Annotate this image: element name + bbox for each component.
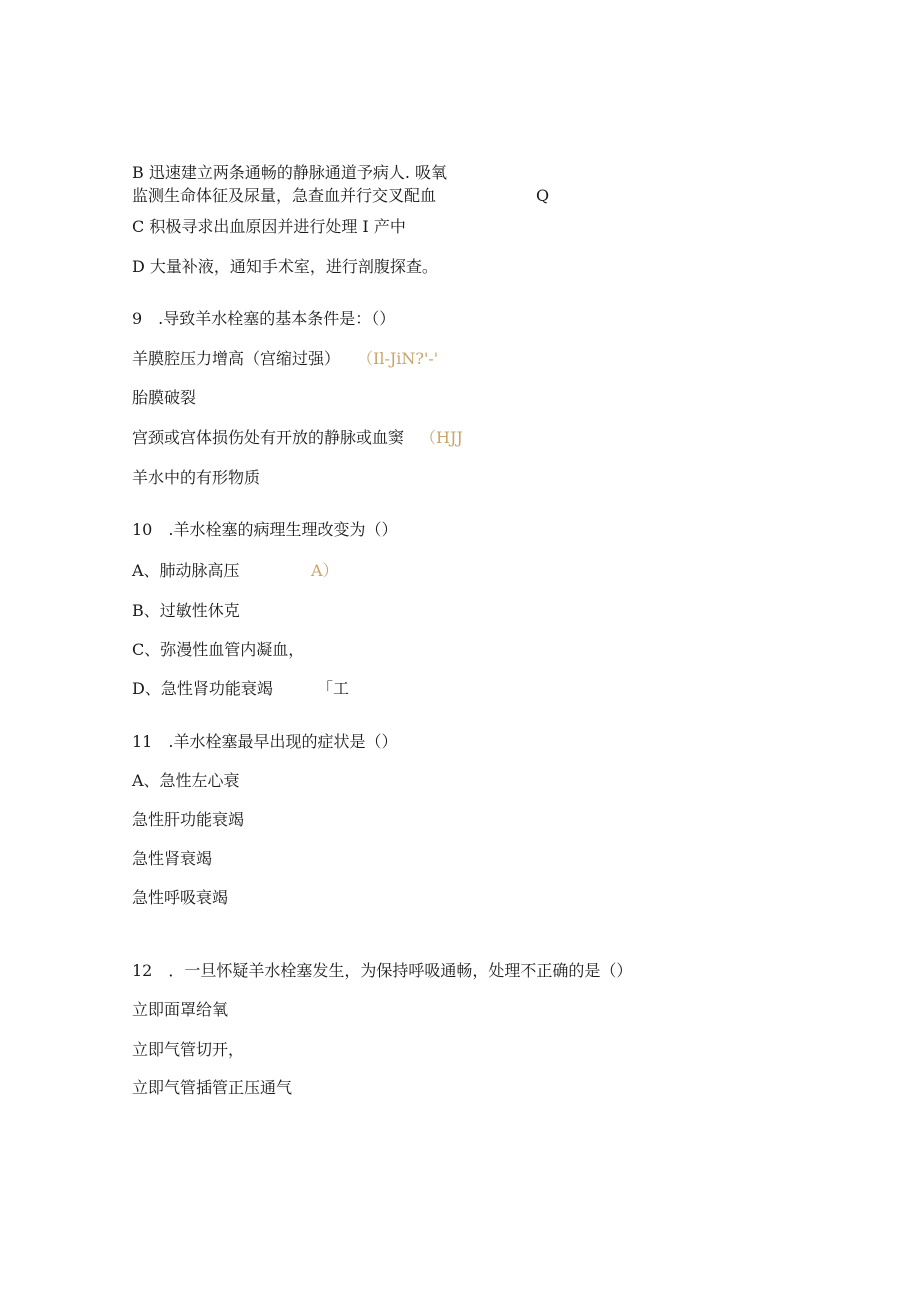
question-9: 9 .导致羊水栓塞的基本条件是：（） (132, 309, 396, 328)
q12-option-3: 立即气管插管正压通气 (132, 1078, 293, 1097)
q10-option-a: A、肺动脉高压 (132, 561, 240, 580)
q10-option-d-note: 「工 (317, 679, 350, 698)
option-b-line1: B 迅速建立两条通畅的静脉通道予病人. 吸氧 (132, 163, 448, 182)
question-12: 12 ．一旦怀疑羊水栓塞发生，为保持呼吸通畅，处理不正确的是（） (132, 961, 633, 980)
q9-option-2: 胎膜破裂 (132, 388, 197, 407)
option-b-line2: 监测生命体征及尿量，急查血并行交叉配血 (132, 186, 437, 205)
q11-option-2: 急性肝功能衰竭 (132, 810, 245, 829)
q12-option-2: 立即气管切开， (132, 1040, 245, 1059)
option-d-prev: D 大量补液，通知手术室，进行剖腹探查。 (132, 257, 438, 276)
q9-option-1: 羊膜腔压力增高（宫缩过强） (132, 349, 341, 368)
option-c-prev: C 积极寻求出血原因并进行处理 I 产中 (132, 217, 406, 236)
q10-option-a-note: A） (311, 561, 339, 580)
q9-option-3-note: （HJJ (420, 428, 463, 447)
q10-option-d: D、急性肾功能衰竭 (132, 679, 273, 698)
q10-option-b: B、过敏性休克 (132, 601, 240, 620)
question-10: 10 .羊水栓塞的病理生理改变为（） (132, 520, 398, 539)
q9-option-4: 羊水中的有形物质 (132, 468, 261, 487)
q11-option-3: 急性肾衰竭 (132, 849, 213, 868)
q9-option-1-note: （Il-JiN?'-' (357, 349, 439, 368)
q11-option-a: A、急性左心衰 (132, 771, 240, 790)
option-b-mark: Q (536, 186, 550, 205)
q12-option-1: 立即面罩给氧 (132, 1000, 229, 1019)
q10-option-c: C、弥漫性血管内凝血， (132, 640, 305, 659)
q9-option-3: 宫颈或宫体损伤处有开放的静脉或血窦 (132, 428, 405, 447)
q11-option-4: 急性呼吸衰竭 (132, 888, 229, 907)
question-11: 11 .羊水栓塞最早出现的症状是（） (132, 732, 398, 751)
